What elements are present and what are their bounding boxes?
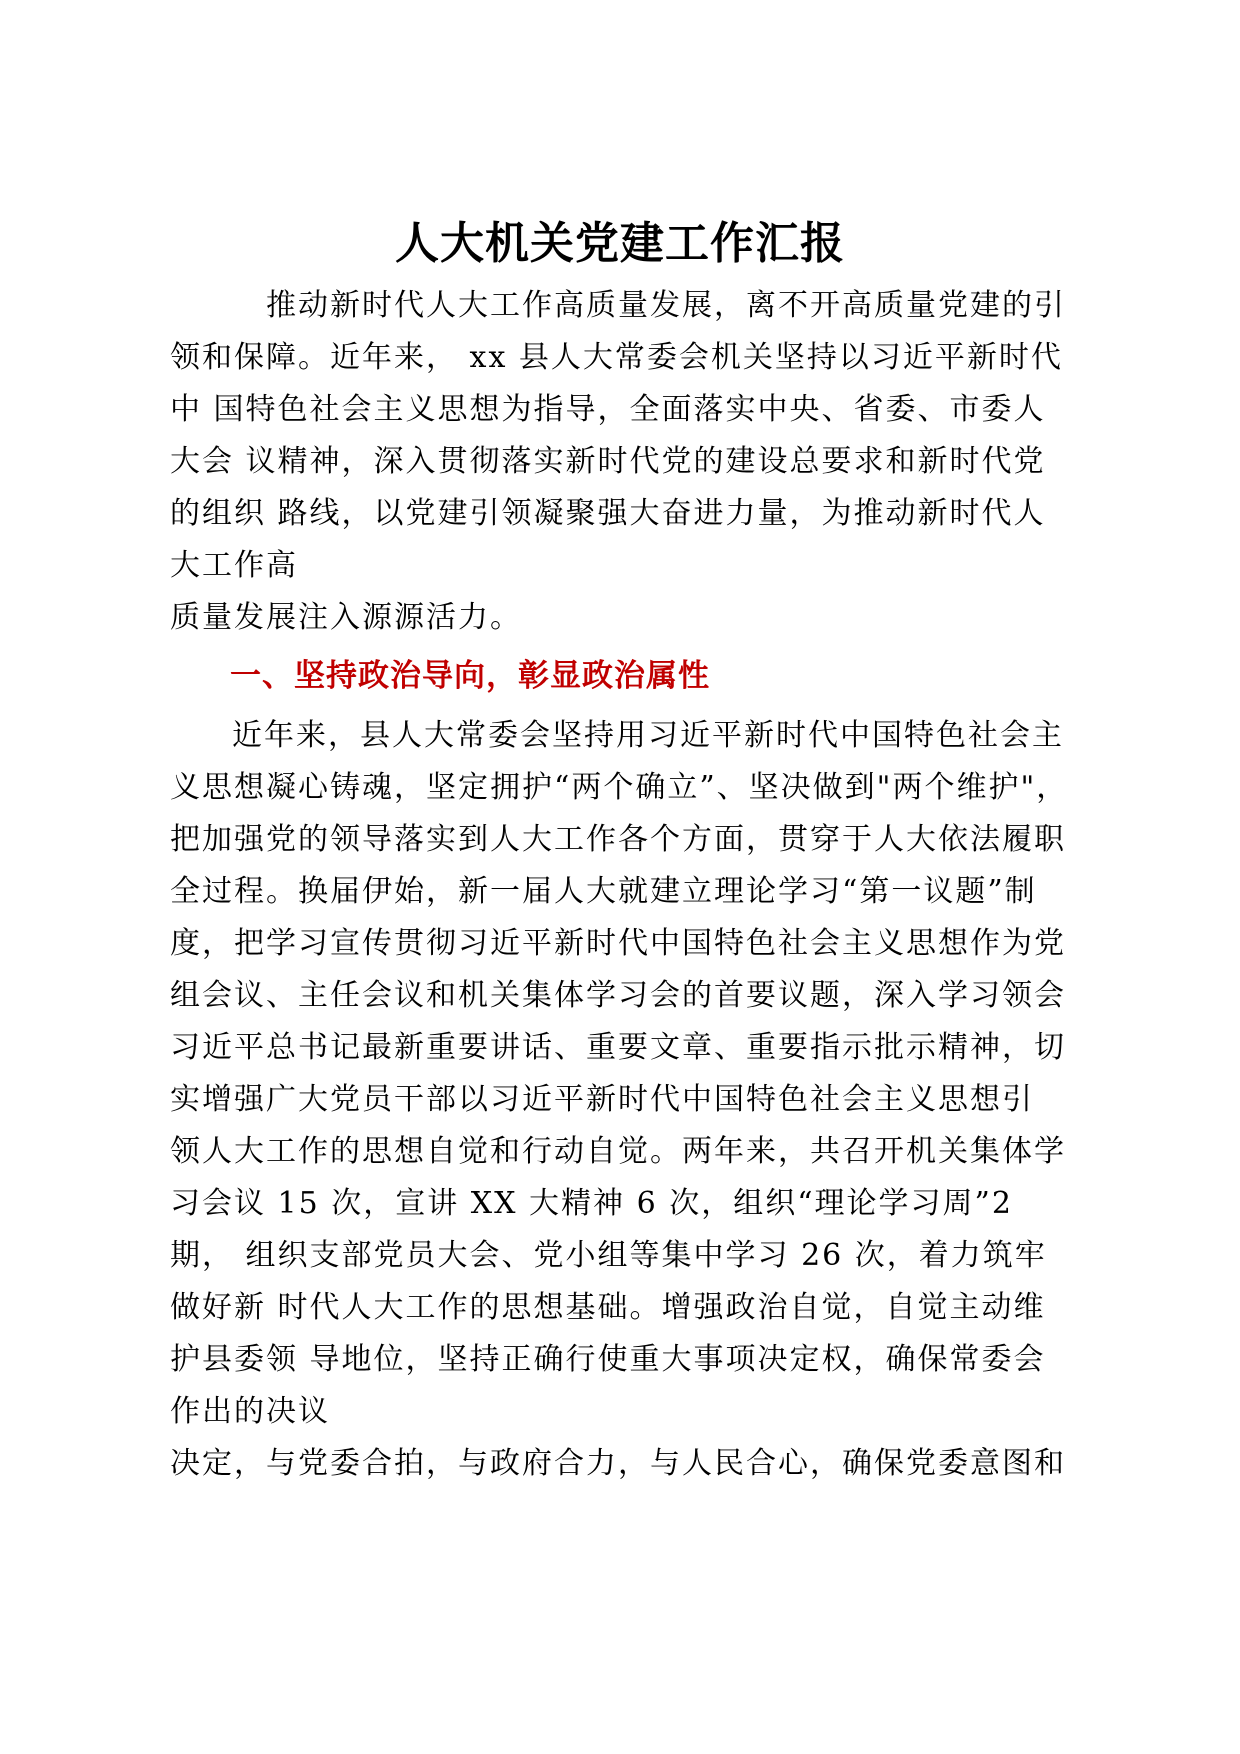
intro-line: 中 国特色社会主义思想为指导，全面落实中央、省委、市委人 [170,392,1046,427]
intro-line: 的组织 路线，以党建引领凝聚强大奋进力量，为推动新时代人 [170,496,1046,531]
intro-line: 领和保障。近年来， xx 县人大常委会机关坚持以习近平新时代 [170,340,1063,375]
section-line: 全过程。换届伊始，新一届人大就建立理论学习“第一议题”制 [170,874,1037,909]
section-line: 期， 组织支部党员大会、党小组等集中学习 26 次，着力筑牢 [170,1238,1047,1273]
section-line: 义思想凝心铸魂，坚定拥护“两个确立”、坚决做到"两个维护"， [170,770,1069,805]
document-title: 人大机关党建工作汇报 [395,218,845,269]
section-line: 把加强党的领导落实到人大工作各个方面，贯穿于人大依法履职 [170,822,1066,857]
section-line: 度，把学习宣传贯彻习近平新时代中国特色社会主义思想作为党 [170,926,1066,961]
intro-line: 推动新时代人大工作高质量发展，离不开高质量党建的引 [266,288,1066,323]
section-line: 作出的决议 [170,1394,330,1429]
section-line: 习会议 15 次，宣讲 XX 大精神 6 次，组织“理论学习周”2 [170,1186,1013,1221]
intro-line: 大工作高 [170,548,298,583]
section-line: 护县委领 导地位，坚持正确行使重大事项决定权，确保常委会 [170,1342,1046,1377]
intro-line: 质量发展注入源源活力。 [170,600,522,635]
section-line: 实增强广大党员干部以习近平新时代中国特色社会主义思想引 [170,1082,1034,1117]
section-line: 习近平总书记最新重要讲话、重要文章、重要指示批示精神，切 [170,1030,1066,1065]
section-line: 领人大工作的思想自觉和行动自觉。两年来，共召开机关集体学 [170,1134,1066,1169]
section-line: 组会议、主任会议和机关集体学习会的首要议题，深入学习领会 [170,978,1066,1013]
section-line: 决定，与党委合拍，与政府合力，与人民合心，确保党委意图和 [170,1446,1066,1481]
section-heading: 一、坚持政治导向，彰显政治属性 [230,658,710,694]
intro-line: 大会 议精神，深入贯彻落实新时代党的建设总要求和新时代党 [170,444,1046,479]
section-line: 近年来，县人大常委会坚持用习近平新时代中国特色社会主 [232,718,1064,753]
section-line: 做好新 时代人大工作的思想基础。增强政治自觉，自觉主动维 [170,1290,1046,1325]
